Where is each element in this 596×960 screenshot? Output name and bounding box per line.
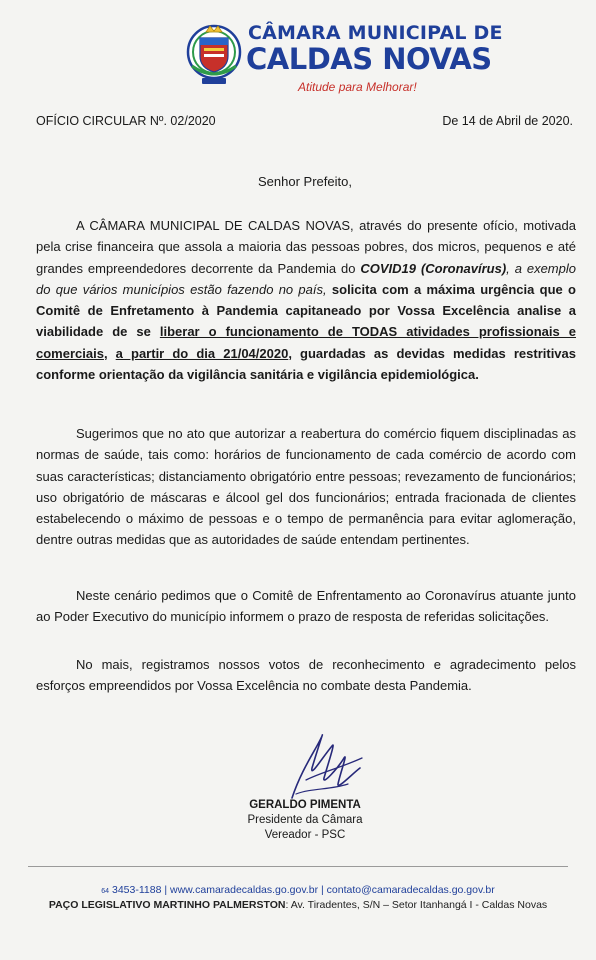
handwritten-signature [282,728,372,808]
signer-title: Vereador - PSC [264,829,346,841]
institution-name-line1: CÂMARA MUNICIPAL DE [248,22,503,44]
salutation: Senhor Prefeito, [258,174,352,189]
footer-phone: 3453-1188 [112,884,162,896]
footer-email-link[interactable]: contato@camaradecaldas.go.gov.br [326,884,495,896]
footer-address [0,899,596,911]
signer-role: Presidente da Câmara [247,814,363,826]
p1-example: , a exemplo do que vários municípios estão fazendo no país, [36,260,576,297]
p1-covid: COVID19 (Coronavírus) [360,260,507,276]
document-number: OFÍCIO CIRCULAR Nº. 02/2020 [36,114,216,128]
footer-separator: | [164,884,168,896]
paragraph-health-rules: Sugerimos que no ato que autorizar a reabertura do comércio fiquem disciplinadas as normas de saúde, tais como: horários de funcionamento de cada comércio de acordo com suas características; distanciamento obrigatório entre pessoas; revezamento de funcionários; uso obrigatório de máscaras e álcool gel dos funcionários; entrada fracionada de clientes estabelecendo o máximo de pessoas e o tempo de permanência para evitar aglomeração, dentre outras medidas que as autoridades de saúde entendam pertinentes. [36,426,576,548]
city-crest-logo [186,20,242,94]
p1-comma: , [103,345,116,361]
footer-area-code: 64 [101,888,110,895]
p1-intro: A CÂMARA MUNICIPAL DE CALDAS NOVAS, através do presente ofício, motivada pela crise financeira que assola a maioria das pessoas pobres, dos micros, pequenos e até grandes empreendedores decorrente da Pandemia do [36,218,576,276]
motto: Atitude para Melhorar! [298,80,417,94]
letterhead [186,18,503,102]
footer-street: : Av. Tiradentes, S/N – Setor Itanhangá I - Caldas Novas [285,899,548,911]
document-date: De 14 de Abril de 2020. [442,114,573,128]
footer-divider [28,866,568,867]
institution-name-line2: CALDAS NOVAS [246,42,492,76]
paragraph-request [36,215,576,385]
p1-request: solicita com a máxima urgência que o Comitê de Enfretamento à Pandemia capitaneado por Vossa Excelência analise a viabilidade de se [36,281,576,340]
p1-date: a partir do dia 21/04/2020 [115,345,289,361]
p1-liberate: liberar o funcionamento de TODAS atividades profissionais e comerciais [36,324,576,361]
p1-closing: , guardadas as devidas medidas restritivas conforme orientação da vigilância sanitária e vigilância epidemiológica. [36,345,576,383]
signer-name: GERALDO PIMENTA [249,799,361,811]
footer-building: PAÇO LEGISLATIVO MARTINHO PALMERSTON [48,899,286,911]
paragraph-deadline: Neste cenário pedimos que o Comitê de Enfrentamento ao Coronavírus atuante junto ao Poder Executivo do município informem o prazo de resposta de referidas solicitações. [36,588,576,625]
footer-separator: | [320,884,324,896]
footer-website-link[interactable]: www.camaradecaldas.go.gov.br [170,884,319,896]
signature-block [230,798,380,843]
footer-contacts [0,884,596,896]
paragraph-thanks: No mais, registramos nossos votos de reconhecimento e agradecimento pelos esforços empreendidos por Vossa Excelência no combate desta Pandemia. [36,657,576,694]
